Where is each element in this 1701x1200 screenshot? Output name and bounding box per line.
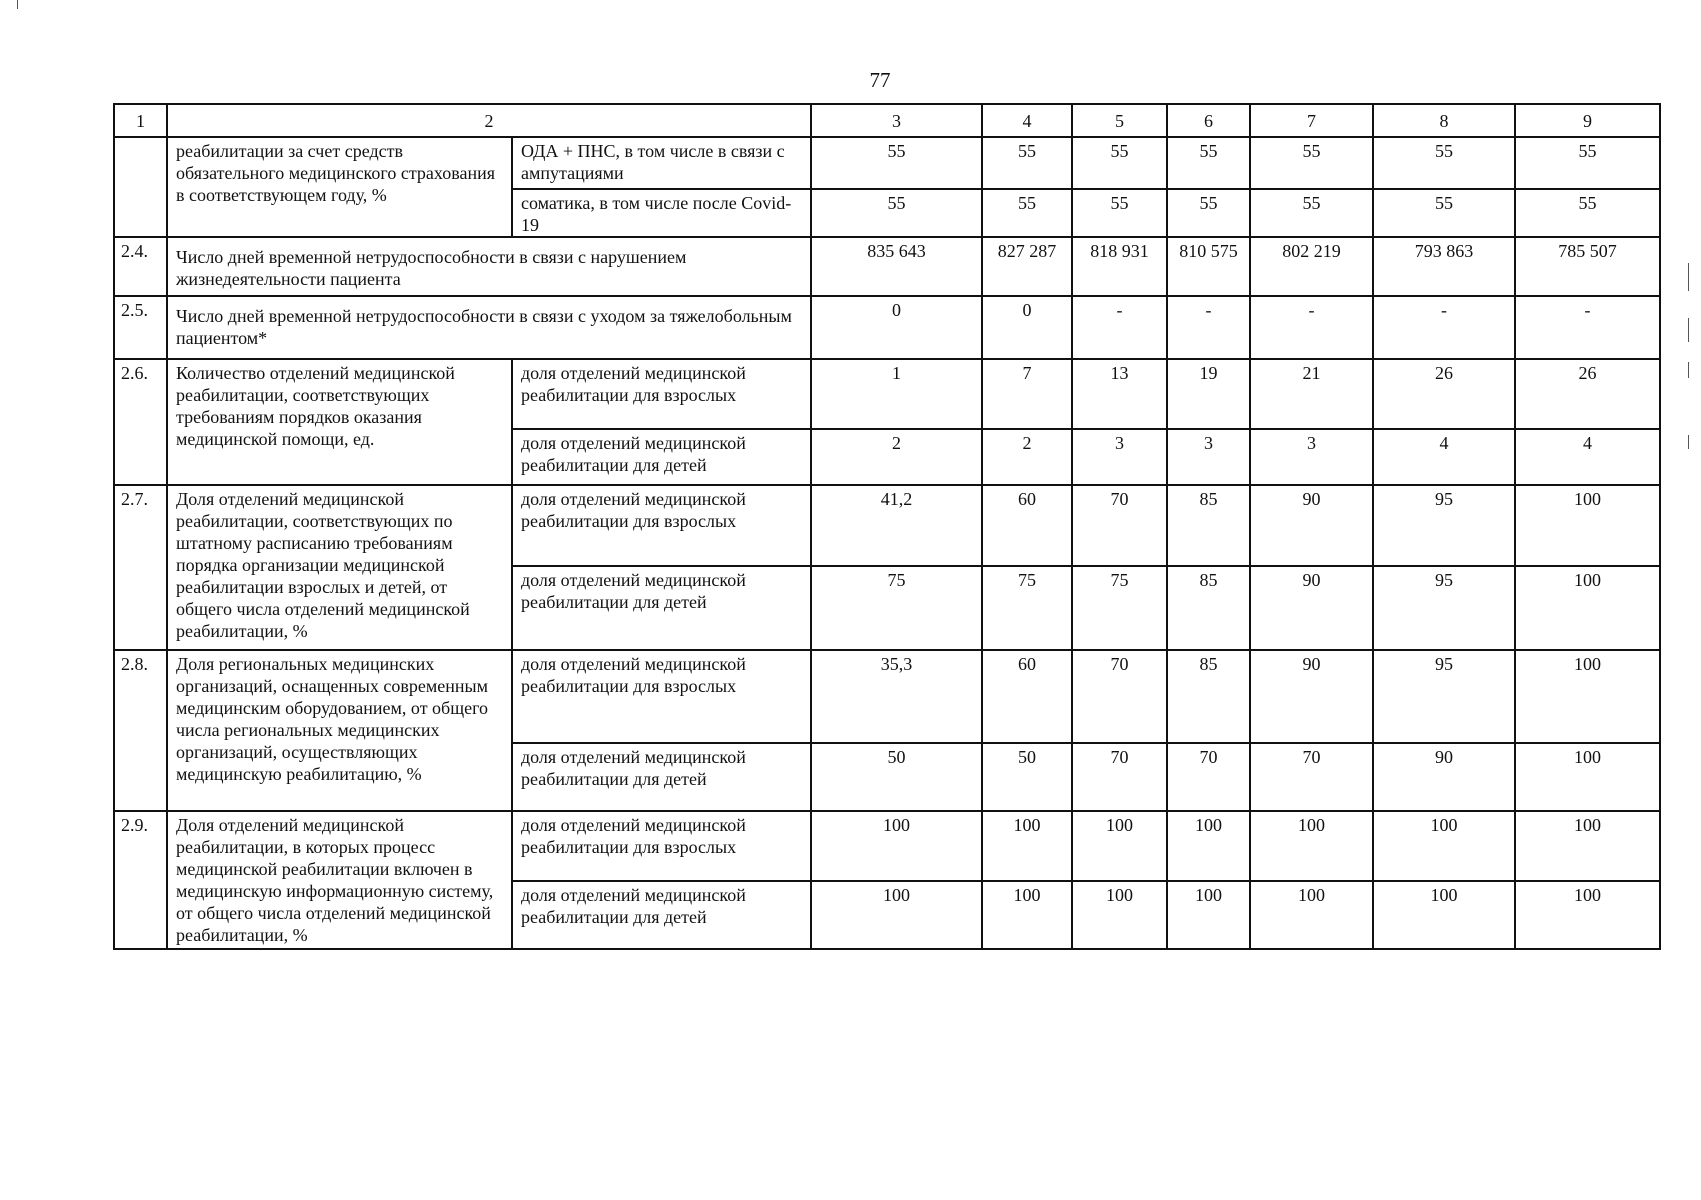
table-cell: 70 bbox=[1072, 650, 1167, 743]
table-cell: 75 bbox=[1072, 566, 1167, 650]
table-cell: 85 bbox=[1167, 650, 1250, 743]
table-cell: 55 bbox=[1250, 137, 1373, 189]
table-cell: 2 bbox=[811, 429, 982, 485]
table-cell: 70 bbox=[1250, 743, 1373, 811]
column-header: 2 bbox=[167, 104, 811, 137]
table-cell: 100 bbox=[1167, 811, 1250, 881]
column-header: 7 bbox=[1250, 104, 1373, 137]
table-cell: 785 507 bbox=[1515, 237, 1660, 296]
table-cell: 55 bbox=[811, 137, 982, 189]
row-number: 2.4. bbox=[114, 237, 167, 296]
column-header: 6 bbox=[1167, 104, 1250, 137]
table-row bbox=[114, 359, 1660, 429]
table-cell: 90 bbox=[1250, 650, 1373, 743]
table-cell: 4 bbox=[1515, 429, 1660, 485]
row-number: 2.5. bbox=[114, 296, 167, 359]
table-cell: 35,3 bbox=[811, 650, 982, 743]
table-row bbox=[114, 485, 1660, 566]
table-cell: 55 bbox=[1373, 137, 1515, 189]
table-cell: 100 bbox=[1373, 811, 1515, 881]
table-cell: 100 bbox=[811, 881, 982, 949]
table-cell: 55 bbox=[1072, 189, 1167, 237]
table-cell: 75 bbox=[982, 566, 1072, 650]
table-cell: 95 bbox=[1373, 650, 1515, 743]
table-cell: 0 bbox=[982, 296, 1072, 359]
table-row bbox=[114, 811, 1660, 881]
indicator-subname: доля отделений медицинской реабилитации для детей bbox=[512, 743, 811, 811]
table-cell: 60 bbox=[982, 485, 1072, 566]
table-row bbox=[114, 296, 1660, 359]
scan-edge-mark bbox=[17, 0, 18, 9]
table-cell: 3 bbox=[1167, 429, 1250, 485]
table-cell: 793 863 bbox=[1373, 237, 1515, 296]
table-cell: 3 bbox=[1072, 429, 1167, 485]
table-cell: 835 643 bbox=[811, 237, 982, 296]
indicator-subname: доля отделений медицинской реабилитации для взрослых bbox=[512, 359, 811, 429]
indicator-subname: доля отделений медицинской реабилитации для взрослых bbox=[512, 650, 811, 743]
table-cell: 50 bbox=[811, 743, 982, 811]
table-cell: 70 bbox=[1072, 743, 1167, 811]
indicator-subname: доля отделений медицинской реабилитации для взрослых bbox=[512, 811, 811, 881]
indicator-subname: доля отделений медицинской реабилитации для взрослых bbox=[512, 485, 811, 566]
table-cell: 100 bbox=[1250, 881, 1373, 949]
table-cell: 100 bbox=[982, 881, 1072, 949]
table-cell: 810 575 bbox=[1167, 237, 1250, 296]
indicator-name: реабилитации за счет средств обязательного медицинского страхования в соответствующем году, % bbox=[167, 137, 512, 237]
table-header-row bbox=[114, 104, 1660, 137]
table-cell: 26 bbox=[1373, 359, 1515, 429]
column-header: 8 bbox=[1373, 104, 1515, 137]
table-row bbox=[114, 137, 1660, 189]
table-cell: 100 bbox=[1515, 743, 1660, 811]
indicator-name: Доля отделений медицинской реабилитации, соответствующих по штатному расписанию требованиям порядка организации медицинской реабилитации взрослых и детей, от общего числа отделений медицинской реабилитации, % bbox=[167, 485, 512, 650]
table-cell: 19 bbox=[1167, 359, 1250, 429]
column-header: 1 bbox=[114, 104, 167, 137]
table-cell: 802 219 bbox=[1250, 237, 1373, 296]
indicator-name: Доля отделений медицинской реабилитации, в которых процесс медицинской реабилитации включен в медицинскую информационную систему, от общего числа отделений медицинской реабилитации, % bbox=[167, 811, 512, 949]
table-cell: - bbox=[1250, 296, 1373, 359]
row-number: 2.8. bbox=[114, 650, 167, 811]
table-row bbox=[114, 650, 1660, 743]
table-cell: 100 bbox=[1072, 811, 1167, 881]
page-number: 77 bbox=[869, 68, 891, 92]
table-cell: - bbox=[1167, 296, 1250, 359]
table-cell: 7 bbox=[982, 359, 1072, 429]
table-cell: 100 bbox=[1515, 811, 1660, 881]
table-cell: 90 bbox=[1250, 485, 1373, 566]
table-cell: 818 931 bbox=[1072, 237, 1167, 296]
table-cell: 2 bbox=[982, 429, 1072, 485]
scan-edge-mark bbox=[1688, 263, 1689, 291]
table-cell: 50 bbox=[982, 743, 1072, 811]
scan-edge-mark bbox=[1688, 435, 1689, 449]
table-cell: 26 bbox=[1515, 359, 1660, 429]
table-cell: 70 bbox=[1072, 485, 1167, 566]
table-cell: 55 bbox=[1167, 189, 1250, 237]
indicator-name: Доля региональных медицинских организаций, оснащенных современным медицинским оборудованием, от общего числа региональных медицинских организаций, осуществляющих медицинскую реабилитацию, % bbox=[167, 650, 512, 811]
table-cell: 100 bbox=[1167, 881, 1250, 949]
table-cell: 55 bbox=[982, 189, 1072, 237]
indicator-name: Число дней временной нетрудоспособности в связи с уходом за тяжелобольным пациентом* bbox=[167, 296, 811, 359]
row-number: 2.9. bbox=[114, 811, 167, 949]
table-cell: 100 bbox=[1072, 881, 1167, 949]
table-cell: 827 287 bbox=[982, 237, 1072, 296]
table-cell: 55 bbox=[1167, 137, 1250, 189]
table-cell: 100 bbox=[1515, 566, 1660, 650]
column-header: 5 bbox=[1072, 104, 1167, 137]
table-cell: 55 bbox=[1373, 189, 1515, 237]
table-cell: 41,2 bbox=[811, 485, 982, 566]
scan-edge-mark bbox=[1688, 318, 1689, 342]
table-cell: 90 bbox=[1250, 566, 1373, 650]
table-cell: 55 bbox=[1250, 189, 1373, 237]
table-cell: 100 bbox=[982, 811, 1072, 881]
indicator-subname: соматика, в том числе после Covid-19 bbox=[512, 189, 811, 237]
table-cell: 55 bbox=[1515, 189, 1660, 237]
indicator-subname: доля отделений медицинской реабилитации для детей bbox=[512, 881, 811, 949]
table-cell: 55 bbox=[811, 189, 982, 237]
indicator-subname: доля отделений медицинской реабилитации для детей bbox=[512, 566, 811, 650]
table-cell: - bbox=[1373, 296, 1515, 359]
table-cell: 70 bbox=[1167, 743, 1250, 811]
row-number bbox=[114, 137, 167, 237]
column-header: 4 bbox=[982, 104, 1072, 137]
table-cell: 100 bbox=[1515, 650, 1660, 743]
table-cell: 95 bbox=[1373, 485, 1515, 566]
row-number: 2.6. bbox=[114, 359, 167, 485]
table-cell: 13 bbox=[1072, 359, 1167, 429]
indicator-name: Число дней временной нетрудоспособности в связи с нарушением жизнедеятельности пациента bbox=[167, 237, 811, 296]
indicator-subname: ОДА + ПНС, в том числе в связи с ампутациями bbox=[512, 137, 811, 189]
table-cell: 100 bbox=[1250, 811, 1373, 881]
table-cell: - bbox=[1515, 296, 1660, 359]
table-cell: 85 bbox=[1167, 485, 1250, 566]
table-cell: 85 bbox=[1167, 566, 1250, 650]
row-number: 2.7. bbox=[114, 485, 167, 650]
table-cell: 21 bbox=[1250, 359, 1373, 429]
table-cell: 0 bbox=[811, 296, 982, 359]
column-header: 3 bbox=[811, 104, 982, 137]
table-cell: 55 bbox=[1072, 137, 1167, 189]
table-cell: 55 bbox=[982, 137, 1072, 189]
table-cell: 60 bbox=[982, 650, 1072, 743]
table-cell: 55 bbox=[1515, 137, 1660, 189]
indicator-subname: доля отделений медицинской реабилитации для детей bbox=[512, 429, 811, 485]
scan-edge-mark bbox=[1688, 362, 1689, 378]
table-cell: 3 bbox=[1250, 429, 1373, 485]
table-cell: 100 bbox=[811, 811, 982, 881]
indicator-name: Количество отделений медицинской реабилитации, соответствующих требованиям порядков оказания медицинской помощи, ед. bbox=[167, 359, 512, 485]
table-cell: 4 bbox=[1373, 429, 1515, 485]
table-row bbox=[114, 237, 1660, 296]
table-cell: 1 bbox=[811, 359, 982, 429]
table-cell: 100 bbox=[1515, 485, 1660, 566]
table-cell: 100 bbox=[1373, 881, 1515, 949]
table-cell: - bbox=[1072, 296, 1167, 359]
table-cell: 95 bbox=[1373, 566, 1515, 650]
indicator-table bbox=[113, 103, 1661, 950]
table-cell: 90 bbox=[1373, 743, 1515, 811]
column-header: 9 bbox=[1515, 104, 1660, 137]
table-cell: 75 bbox=[811, 566, 982, 650]
table-cell: 100 bbox=[1515, 881, 1660, 949]
